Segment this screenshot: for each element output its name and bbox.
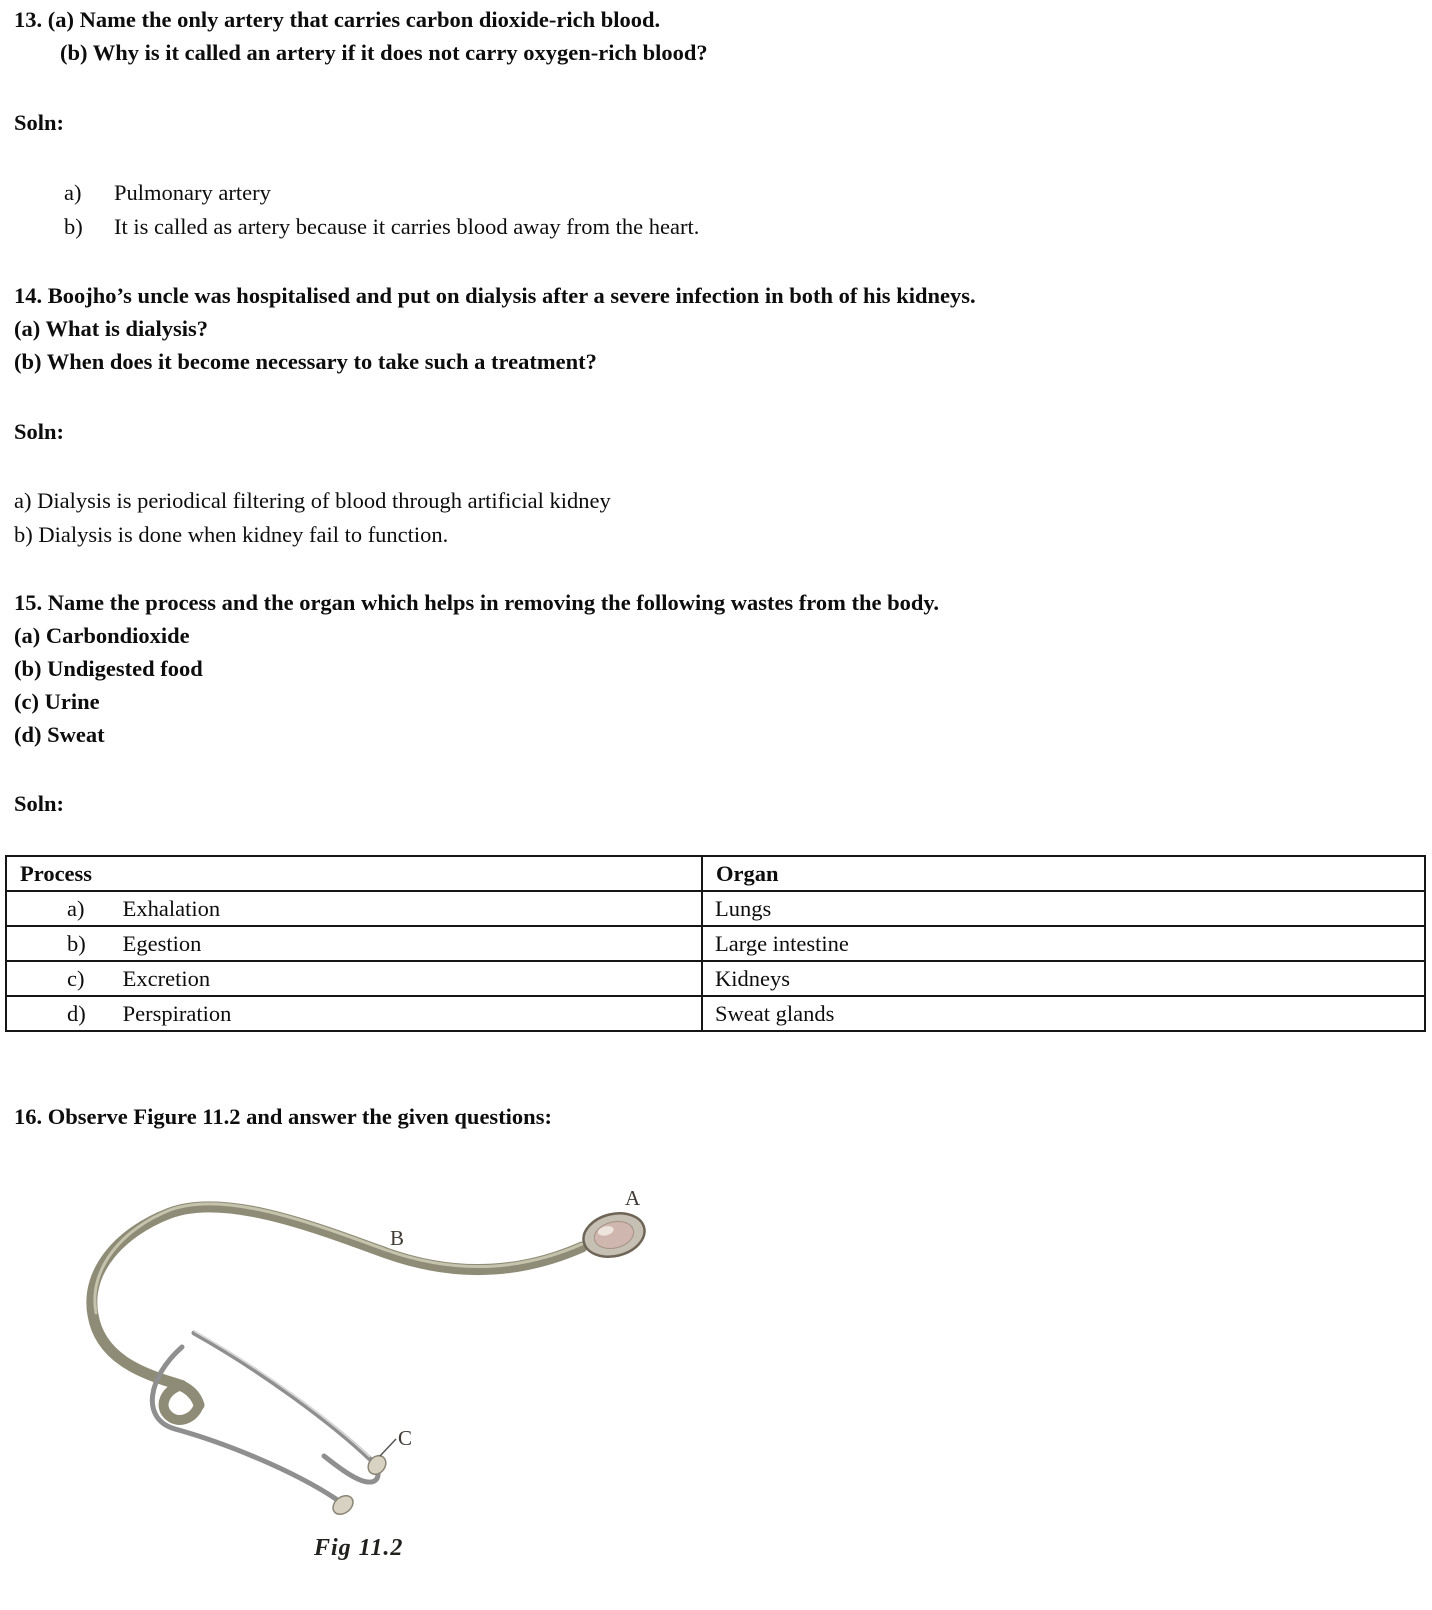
question-14-line-a: (a) What is dialysis?: [14, 316, 208, 341]
process-cell: [6, 961, 702, 996]
chest-piece: [579, 1207, 649, 1263]
organ-cell: Sweat glands: [702, 996, 1425, 1031]
soln-label-14: Soln:: [14, 419, 65, 444]
answer-13a-text: Pulmonary artery: [114, 180, 271, 205]
process-value: Perspiration: [122, 1000, 232, 1026]
question-13-line-a: 13. (a) Name the only artery that carries carbon dioxide-rich blood.: [14, 7, 661, 32]
row-marker: a): [67, 895, 85, 921]
answer-13b: [64, 210, 1418, 244]
figure-label-c: C: [398, 1426, 413, 1450]
question-16-heading: 16. Observe Figure 11.2 and answer the given questions:: [14, 1104, 552, 1129]
row-marker: b): [67, 930, 86, 956]
process-value: Excretion: [122, 965, 211, 991]
ear-tube-upper: [194, 1333, 378, 1482]
process-cell: [6, 926, 702, 961]
stethoscope-tube-highlight: [95, 1204, 582, 1313]
table-row: [6, 996, 1425, 1031]
stethoscope-figure: [28, 1173, 688, 1523]
organ-cell: Kidneys: [702, 961, 1425, 996]
question-14-block: [14, 279, 1418, 552]
table-row: [6, 891, 1425, 926]
table-header-organ: Organ: [702, 856, 1425, 891]
process-value: Egestion: [122, 930, 202, 956]
answer-list-13: [64, 176, 1418, 244]
soln-label-15: Soln:: [14, 791, 65, 816]
process-value: Exhalation: [122, 895, 221, 921]
question-15-item-d: (d) Sweat: [14, 722, 105, 747]
figure-caption: Fig 11.2: [314, 1535, 404, 1561]
soln-label-13: Soln:: [14, 110, 65, 135]
process-cell: [6, 996, 702, 1031]
question-13-line-b: (b) Why is it called an artery if it does not carry oxygen-rich blood?: [60, 40, 708, 65]
figure-11-2: [28, 1173, 1418, 1562]
table-header-process: Process: [6, 856, 702, 891]
figure-label-a: A: [625, 1186, 641, 1210]
question-15-item-b: (b) Undigested food: [14, 656, 203, 681]
question-16-block: [14, 1100, 1418, 1562]
answer-13a-marker: a): [64, 180, 82, 205]
process-organ-table: [5, 855, 1426, 1032]
answer-13a: [64, 176, 1418, 210]
row-marker: d): [67, 1000, 86, 1026]
organ-cell: Lungs: [702, 891, 1425, 926]
figure-label-b: B: [390, 1226, 405, 1250]
question-15-item-a: (a) Carbondioxide: [14, 623, 190, 648]
question-15-line-main: 15. Name the process and the organ which helps in removing the following wastes from the body.: [14, 590, 940, 615]
answer-13b-text: It is called as artery because it carries blood away from the heart.: [114, 214, 700, 239]
table-row: [6, 926, 1425, 961]
answer-list-14: [14, 484, 1418, 552]
question-13-block: [14, 3, 1418, 244]
table-row: [6, 961, 1425, 996]
question-14-line-main: 14. Boojho’s uncle was hospitalised and put on dialysis after a severe infection in both of his kidneys.: [14, 283, 976, 308]
table-header-row: [6, 856, 1425, 891]
question-14-line-b: (b) When does it become necessary to take such a treatment?: [14, 349, 597, 374]
answer-14a: a) Dialysis is periodical filtering of blood through artificial kidney: [14, 488, 611, 513]
answer-13b-marker: b): [64, 214, 83, 239]
organ-cell: Large intestine: [702, 926, 1425, 961]
row-marker: c): [67, 965, 85, 991]
process-cell: [6, 891, 702, 926]
stethoscope-tube: [92, 1207, 582, 1405]
question-15-item-c: (c) Urine: [14, 689, 100, 714]
label-c-tick: [380, 1439, 396, 1456]
answer-14b: b) Dialysis is done when kidney fail to function.: [14, 522, 449, 547]
question-15-block: [14, 586, 1418, 1032]
